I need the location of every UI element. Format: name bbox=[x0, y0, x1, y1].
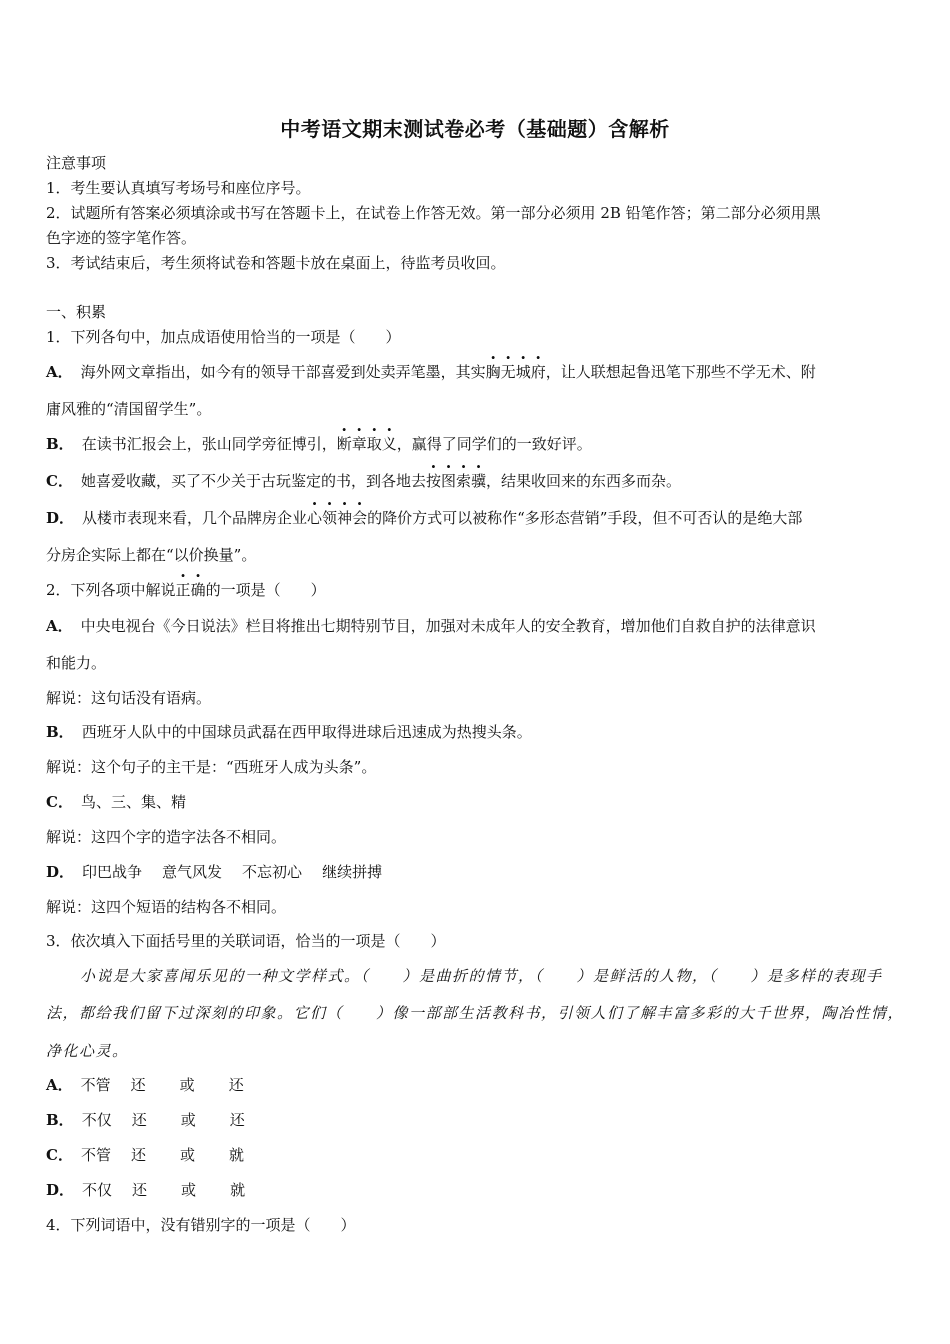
word: 或 bbox=[180, 1111, 196, 1129]
dotted-char: 确 bbox=[190, 581, 206, 599]
notice-item-2: 2．试题所有答案必须填涂或书写在答题卡上，在试卷上作答无效。第一部分必须用 2B 铅笔作答；第二部分必须用黑 bbox=[46, 204, 821, 222]
q3-option-a bbox=[46, 1074, 906, 1096]
option-text: 西班牙人队中的中国球员武磊在西甲取得进球后迅速成为热搜头条。 bbox=[81, 723, 532, 741]
phrase: 不忘初心 bbox=[242, 863, 303, 881]
q2-option-d bbox=[46, 861, 906, 883]
dotted-char: 图 bbox=[440, 472, 456, 490]
dotted-char: 会 bbox=[352, 509, 368, 527]
dotted-char: 按 bbox=[425, 472, 441, 490]
phrase: 意气风发 bbox=[162, 863, 223, 881]
q2-explanation-d: 解说：这四个短语的结构各不相同。 bbox=[46, 898, 287, 916]
notice-item-2-cont: 色字迹的签字笔作答。 bbox=[46, 229, 197, 247]
option-label: D． bbox=[46, 509, 75, 527]
dotted-char: 骥 bbox=[471, 472, 487, 490]
phrase: 继续拼搏 bbox=[322, 863, 383, 881]
word: 还 bbox=[229, 1111, 245, 1129]
option-text: 海外网文章指出，如今有的领导干部喜爱到处卖弄笔墨，其实 bbox=[80, 363, 486, 381]
q3-passage-line-2: 法，都给我们留下过深刻的印象。它们（ ）像一部部生活教科书，引领人们了解丰富多彩的大千世界，陶冶性情， bbox=[46, 1004, 905, 1022]
word: 或 bbox=[181, 1181, 197, 1199]
q1-option-a bbox=[46, 361, 906, 383]
option-label: B． bbox=[46, 435, 74, 453]
dotted-char: 心 bbox=[307, 509, 323, 527]
option-text: 的降价方式可以被称作“多形态营销”手段，但不可否认的是绝大部 bbox=[367, 509, 803, 527]
dotted-char: 索 bbox=[456, 472, 472, 490]
q3-stem: 3．依次填入下面括号里的关联词语，恰当的一项是（ ） bbox=[46, 932, 446, 950]
q2-option-b bbox=[46, 721, 906, 743]
option-label: A． bbox=[46, 617, 73, 635]
word: 不仅 bbox=[81, 1111, 112, 1129]
word: 不仅 bbox=[82, 1181, 113, 1199]
option-text: ，赢得了同学们的一致好评。 bbox=[396, 435, 592, 453]
dotted-char: 府 bbox=[530, 363, 546, 381]
section-heading: 一、积累 bbox=[46, 303, 107, 321]
word: 不管 bbox=[80, 1076, 111, 1094]
dotted-char: 义 bbox=[381, 435, 397, 453]
option-text: 中央电视台《今日说法》栏目将推出七期特别节目，加强对未成年人的安全教育，增加他们自救自护的法律意识 bbox=[80, 617, 816, 635]
word: 或 bbox=[179, 1076, 195, 1094]
word: 还 bbox=[131, 1111, 147, 1129]
q1-option-d bbox=[46, 507, 906, 529]
option-label: B． bbox=[46, 723, 74, 741]
option-label: C． bbox=[46, 472, 73, 490]
q1-option-c bbox=[46, 470, 906, 492]
stem-text: 2．下列各项中解说 bbox=[46, 581, 176, 599]
option-label: C． bbox=[46, 1146, 73, 1164]
q2-stem bbox=[46, 579, 906, 601]
word: 还 bbox=[130, 1146, 146, 1164]
dotted-char: 章 bbox=[351, 435, 367, 453]
option-text: 在读书汇报会上，张山同学旁征博引， bbox=[81, 435, 337, 453]
dotted-char: 胸 bbox=[485, 363, 501, 381]
option-label: D． bbox=[46, 1181, 75, 1199]
option-text: ，让人联想起鲁迅笔下那些不学无术、附 bbox=[545, 363, 816, 381]
option-text: 从楼市表现来看，几个品牌房企业 bbox=[82, 509, 308, 527]
notice-item-1: 1．考生要认真填写考场号和座位序号。 bbox=[46, 179, 311, 197]
option-label: B． bbox=[46, 1111, 74, 1129]
word: 不管 bbox=[80, 1146, 111, 1164]
dotted-char: 取 bbox=[366, 435, 382, 453]
q3-passage-line-1: 小说是大家喜闻乐见的一种文学样式。（ ）是曲折的情节，（ ）是鲜活的人物，（ ）是多样的表现手 bbox=[80, 967, 883, 985]
word: 就 bbox=[230, 1181, 246, 1199]
page-title: 中考语文期末测试卷必考（基础题）含解析 bbox=[280, 117, 670, 141]
option-text: 鸟、三、集、精 bbox=[80, 793, 186, 811]
phrase: 印巴战争 bbox=[82, 863, 143, 881]
dotted-char: 城 bbox=[515, 363, 531, 381]
dotted-char: 断 bbox=[336, 435, 352, 453]
q2-explanation-c: 解说：这四个字的造字法各不相同。 bbox=[46, 828, 287, 846]
dotted-char: 无 bbox=[500, 363, 516, 381]
word: 还 bbox=[130, 1076, 146, 1094]
q3-option-d bbox=[46, 1179, 906, 1201]
q1-option-d-cont: 分房企实际上都在“以价换量”。 bbox=[46, 546, 257, 564]
q1-stem: 1．下列各句中，加点成语使用恰当的一项是（ ） bbox=[46, 328, 401, 346]
stem-text: 的一项是（ ） bbox=[205, 581, 326, 599]
dotted-char: 正 bbox=[175, 581, 191, 599]
option-text: 她喜爱收藏，买了不少关于古玩鉴定的书，到各地去 bbox=[80, 472, 426, 490]
word: 就 bbox=[229, 1146, 245, 1164]
q2-option-c bbox=[46, 791, 906, 813]
notice-item-3: 3．考试结束后，考生须将试卷和答题卡放在桌面上，待监考员收回。 bbox=[46, 254, 506, 272]
q2-option-a-cont: 和能力。 bbox=[46, 654, 107, 672]
dotted-char: 神 bbox=[337, 509, 353, 527]
q2-explanation-b: 解说：这个句子的主干是：“西班牙人成为头条”。 bbox=[46, 758, 377, 776]
q1-option-a-cont: 庸风雅的“清国留学生”。 bbox=[46, 400, 212, 418]
q2-option-a bbox=[46, 615, 906, 637]
word: 还 bbox=[228, 1076, 244, 1094]
q4-stem: 4．下列词语中，没有错别字的一项是（ ） bbox=[46, 1216, 356, 1234]
option-label: A． bbox=[46, 363, 73, 381]
q1-option-b bbox=[46, 433, 906, 455]
q3-passage-line-3: 净化心灵。 bbox=[46, 1042, 129, 1060]
option-label: D． bbox=[46, 863, 75, 881]
option-text: ，结果收回来的东西多而杂。 bbox=[486, 472, 682, 490]
q3-option-b bbox=[46, 1109, 906, 1131]
notice-heading: 注意事项 bbox=[46, 154, 107, 172]
option-label: C． bbox=[46, 793, 73, 811]
dotted-char: 领 bbox=[322, 509, 338, 527]
word: 或 bbox=[179, 1146, 195, 1164]
q2-explanation-a: 解说：这句话没有语病。 bbox=[46, 689, 212, 707]
option-label: A． bbox=[46, 1076, 73, 1094]
word: 还 bbox=[132, 1181, 148, 1199]
q3-option-c bbox=[46, 1144, 906, 1166]
